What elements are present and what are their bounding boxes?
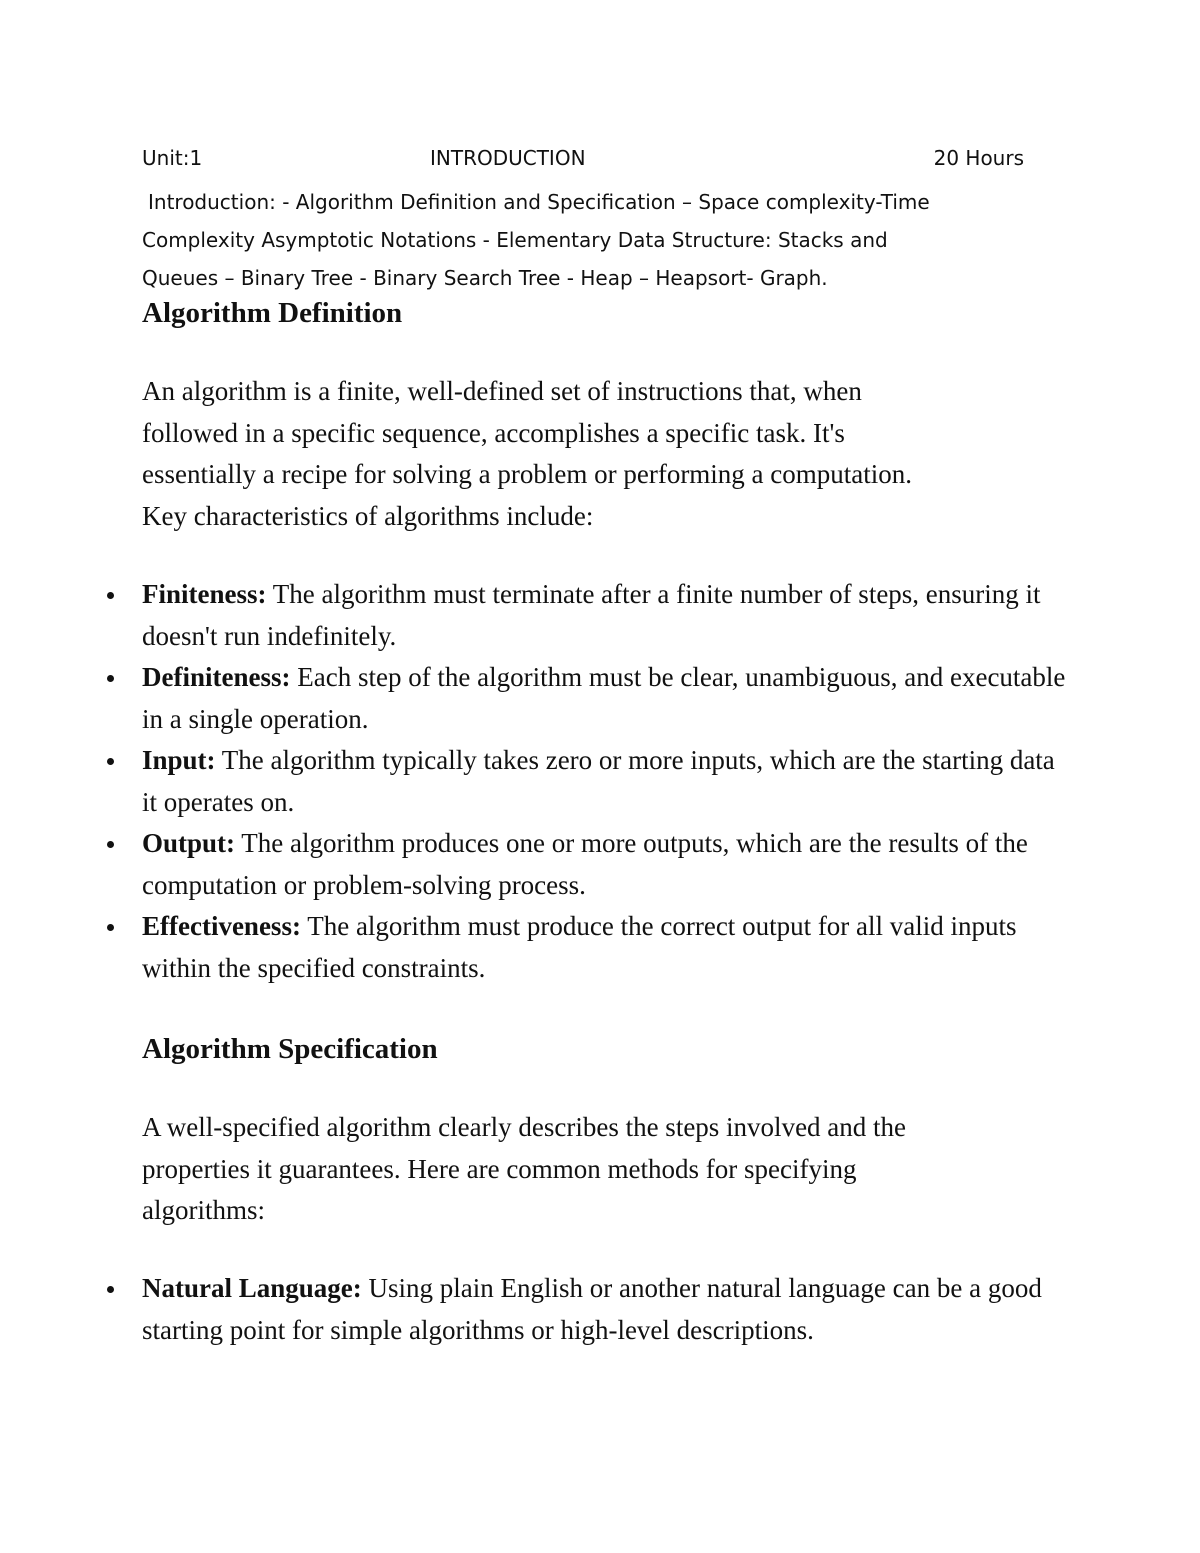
syllabus-line: Complexity Asymptotic Notations - Elementary Data Structure: Stacks and — [142, 228, 888, 252]
paragraph-line: essentially a recipe for solving a problem or performing a computation. — [142, 459, 913, 489]
bullet-term: Effectiveness: — [142, 911, 301, 941]
bullet-term: Output: — [142, 828, 236, 858]
bullet-term: Natural Language: — [142, 1273, 362, 1303]
section-heading-algorithm-specification: Algorithm Specification — [142, 1033, 438, 1065]
bullet-text: Each step of the algorithm must be clear, unambiguous, and executable in a single operation. — [142, 662, 1066, 734]
syllabus-line: Introduction: - Algorithm Definition and Specification – Space complexity-Time — [148, 190, 930, 214]
algorithm-specification-paragraph — [142, 1107, 1072, 1232]
bullet-icon — [104, 574, 118, 616]
bullet-icon — [104, 906, 118, 948]
paragraph-line: properties it guarantees. Here are common methods for specifying — [142, 1153, 857, 1184]
bullet-term: Input: — [142, 745, 216, 775]
list-item-finiteness — [0, 574, 1072, 657]
paragraph-line: Key characteristics of algorithms include: — [142, 500, 594, 531]
bullet-text: The algorithm produces one or more outputs, which are the results of the computation or problem-solving process. — [142, 828, 1028, 900]
section-heading-algorithm-definition: Algorithm Definition — [142, 297, 403, 329]
list-item-output — [0, 823, 1072, 906]
bullet-text: Using plain English or another natural language can be a good starting point for simple algorithms or high-level descriptions. — [142, 1273, 1042, 1345]
bullet-icon — [104, 823, 118, 865]
syllabus-line: Queues – Binary Tree - Binary Search Tree - Heap – Heapsort- Graph. — [142, 266, 828, 290]
bullet-icon — [104, 740, 118, 782]
unit-number: Unit:1 — [142, 146, 203, 170]
specification-methods-list — [0, 1268, 1100, 1351]
unit-title: INTRODUCTION — [430, 146, 586, 170]
algorithm-definition-paragraph — [142, 371, 1072, 537]
characteristics-list — [0, 574, 1100, 989]
bullet-icon — [104, 657, 118, 699]
paragraph-line: algorithms: — [142, 1195, 265, 1225]
bullet-term: Finiteness: — [142, 579, 267, 609]
bullet-icon — [104, 1268, 118, 1310]
bullet-text: The algorithm must terminate after a finite number of steps, ensuring it doesn't run indefinitely. — [142, 579, 1041, 651]
list-item-natural-language — [0, 1268, 1072, 1351]
list-item-definiteness — [0, 657, 1072, 740]
syllabus-summary — [142, 183, 1042, 297]
paragraph-line: followed in a specific sequence, accomplishes a specific task. It's — [142, 417, 845, 448]
bullet-term: Definiteness: — [142, 662, 291, 692]
list-item-input — [0, 740, 1072, 823]
list-item-effectiveness — [0, 906, 1072, 989]
paragraph-line: A well-specified algorithm clearly describes the steps involved and the — [142, 1112, 907, 1142]
unit-header — [142, 146, 1030, 174]
bullet-text: The algorithm must produce the correct output for all valid inputs within the specified constraints. — [142, 911, 1017, 983]
paragraph-line: An algorithm is a finite, well-defined set of instructions that, when — [142, 376, 862, 406]
bullet-text: The algorithm typically takes zero or more inputs, which are the starting data it operates on. — [142, 745, 1055, 817]
unit-hours: 20 Hours — [933, 146, 1024, 170]
